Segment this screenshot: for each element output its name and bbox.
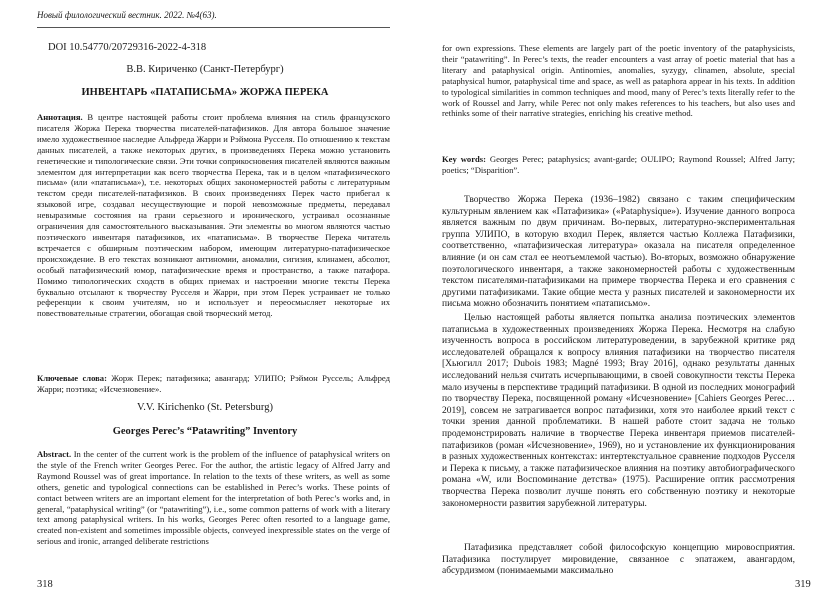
abstract-label: Abstract. bbox=[37, 449, 72, 459]
doi: DOI 10.54770/20729316-2022-4-318 bbox=[48, 42, 207, 53]
abstract-en bbox=[37, 449, 390, 547]
right-page bbox=[410, 0, 820, 609]
annotation-label: Аннотация. bbox=[37, 112, 83, 122]
keywords-text: Жорж Перек; патафизика; авангард; УЛИПО; Рэймон Руссель; Альфред Жарри; поэтика; «Исчезновение». bbox=[37, 373, 390, 394]
body-paragraph-1: Творчество Жоржа Перека (1936–1982) связано с таким специфическим культурным явлением как «Патафизика» («Pataphysique»). Изучение данного вопроса является важным по двум причинам. Во-первых, литературно-экспериментальная группа УЛИПО, в которую входил Перек, является частью Коллежа Патафизики, соответственно, «патафизическая литература» оказала на писателя определенное влияние (и он сам стал ее неотъемлемой частью). Во-вторых, возможно обнаружение поэтологического инвентаря, а также закономерностей работы с художественным текстом писателями-патафизиками на примере творчества Перека и его сравнения с другими патафизиками. Такие общие места у разных писателей и закономерности их письма можно обозначить понятием «патаписьмо». bbox=[442, 195, 795, 310]
journal-header: Новый филологический вестник. 2022. №4(63). bbox=[37, 10, 217, 20]
body-paragraph-3: Патафизика представляет собой философскую концепцию мировосприятия. Патафизика постулирует мировидение, связанное с эпатажем, авангардом, абсурдизмом (понимаемыми максимально bbox=[442, 543, 795, 577]
keywords-ru bbox=[37, 373, 390, 395]
keywords-en bbox=[442, 154, 795, 176]
author-ru: В.В. Кириченко (Санкт-Петербург) bbox=[126, 64, 284, 75]
abstract-text-left: In the center of the current work is the problem of the influence of pataphysical writers on the style of the French writer Georges Perec. For the author, the artistic legacy of Alfred Jarry and Raymond Roussel was of great importance. In relation to the texts of these writers, as well as some others, genetic and typological connections can be established in Perec’s works. These points of contact between writers are an important element for the interpretation of both Perec’s works and, in general, “pataphysical writing” (or “patawriting”), i.e., some common patterns of work with a literary text among pataphysical writers. In his works, Georges Perec often resorted to a language game, created non-existent and sometimes impossible objects, conveyed inexpressible states on the verge of serious and ironic, arranged deliberate restrictions bbox=[37, 449, 390, 547]
author-en: V.V. Kirichenko (St. Petersburg) bbox=[137, 402, 273, 413]
keywords-en-text: Georges Perec; pataphysics; avant-garde; OULIPO; Raymond Roussel; Alfred Jarry; poetics; “Disparition”. bbox=[442, 154, 796, 175]
annotation-text: В центре настоящей работы стоит проблема влияния на стиль французского писателя Жоржа Перека творчества писателей-патафизиков. Для автора большое значение имело художественное наследие Альфреда Жарри и Рэймона Русселя. По отношению к текстам данных писателей, а также некоторых других, в произведениях Перека можно установить генетические и типологические связи. Эти точки соприкосновения писателей являются важным элементом для интерпретации как всего творчества Перека, так и в целом «патафизического письма» (или «патаписьма»), т.е. некоторых общих закономерностей работы с литературным текстом среди писателей-патафизиков. В своих произведениях Перек часто прибегал к языковой игре, создавал несуществующие и порой невозможные предметы, передавал невыразимые состояния на грани серьезного и иронического, устраивал осознанные ограничения для самостоятельного высказывания. Эти элементы во многом являются частью поэтического инвентаря патафизиков, их «патаписьма». В творчестве Перека читатель встречается с обширным поэтическим набором, имеющим литературно-патафизическое происхождение. В его текстах возникают антиномии, аномалии, сигизия, клинамен, абсолют, особый патафизический юмор, патафизические время и пространство, а также патафора. Помимо типологических сходств в общих приемах и настроении многие тексты Перека буквально отсылают к творчеству Русселя и Жарри, при этом Перек устраивает не только референции к своим учителям, но и использует и переосмысляет некоторые их повествовательные стратегии, обогащая свой творческий метод. bbox=[37, 112, 390, 319]
abstract-en-continued: for own expressions. These elements are largely part of the poetic inventory of the pataphysicists, their “patawriting”. In Perec’s texts, the reader encounters a vast array of poetic material that has a literary and pataphysical origin. Antinomies, anomalies, syzygy, clinamen, absolute, special pataphysical humor, pataphysical time and space, as well as pataphora appear in his texts. In addition to typological similarities in common techniques and mood, many of Perec’s texts literally refer to the work of Roussel and Jarry, while Perec not only makes references to his teachers, but also uses and rethinks some of their narrative strategies, enriching his creative method. bbox=[442, 43, 795, 119]
keywords-label: Ключевые слова: bbox=[37, 373, 107, 383]
body-paragraph-2: Целью настоящей работы является попытка анализа поэтических элементов патаписьма в художественных произведениях Жоржа Перека. Несмотря на слабую изученность вопроса в российском литературоведении, в зарубежной критике ряд исследователей обращался к вопросу влияния патафизики на творчество писателя [Хьюгилл 2017; Dubois 1983; Magné 1993; Bray 2016], однако результаты данных исследований нельзя считать исчерпывающими, в своей совокупности тексты Перека мало изучены в перспективе традиций патафизики. В одной из последних монографий по творчеству Перека, посвященной роману «Исчезновение» [Cahiers Georges Perec… 2019], совсем не затрагивается вопрос патафизики, хотя это наиболее яркий текст с точки зрения данной проблематики. В нашей работе стоит задача не только продемонстрировать наличие в творчестве Перека инвентаря приемов писателей-патафизиков (роман «Исчезновение», 1969), но и установление их функционирования в разных художественных контекстах: интертекстуальное сравнение подходов Русселя и Перека к письму, а также патафизическое влияния на поэтику автобиографического романа «W, или Воспоминание детства» (1975). Расширение оптик рассмотрения творчества Перека позволит лучше понять его собственную поэтику и некоторые закономерности развития зарубежной литературы. bbox=[442, 313, 795, 509]
keywords-en-label: Key words: bbox=[442, 154, 487, 164]
header-rule bbox=[37, 27, 390, 28]
page-number-right: 319 bbox=[795, 579, 811, 590]
page-number-left: 318 bbox=[37, 579, 53, 590]
title-ru: ИНВЕНТАРЬ «ПАТАПИСЬМА» ЖОРЖА ПЕРЕКА bbox=[81, 87, 329, 98]
annotation-ru bbox=[37, 112, 390, 319]
title-en: Georges Perec’s “Patawriting” Inventory bbox=[112, 426, 298, 437]
